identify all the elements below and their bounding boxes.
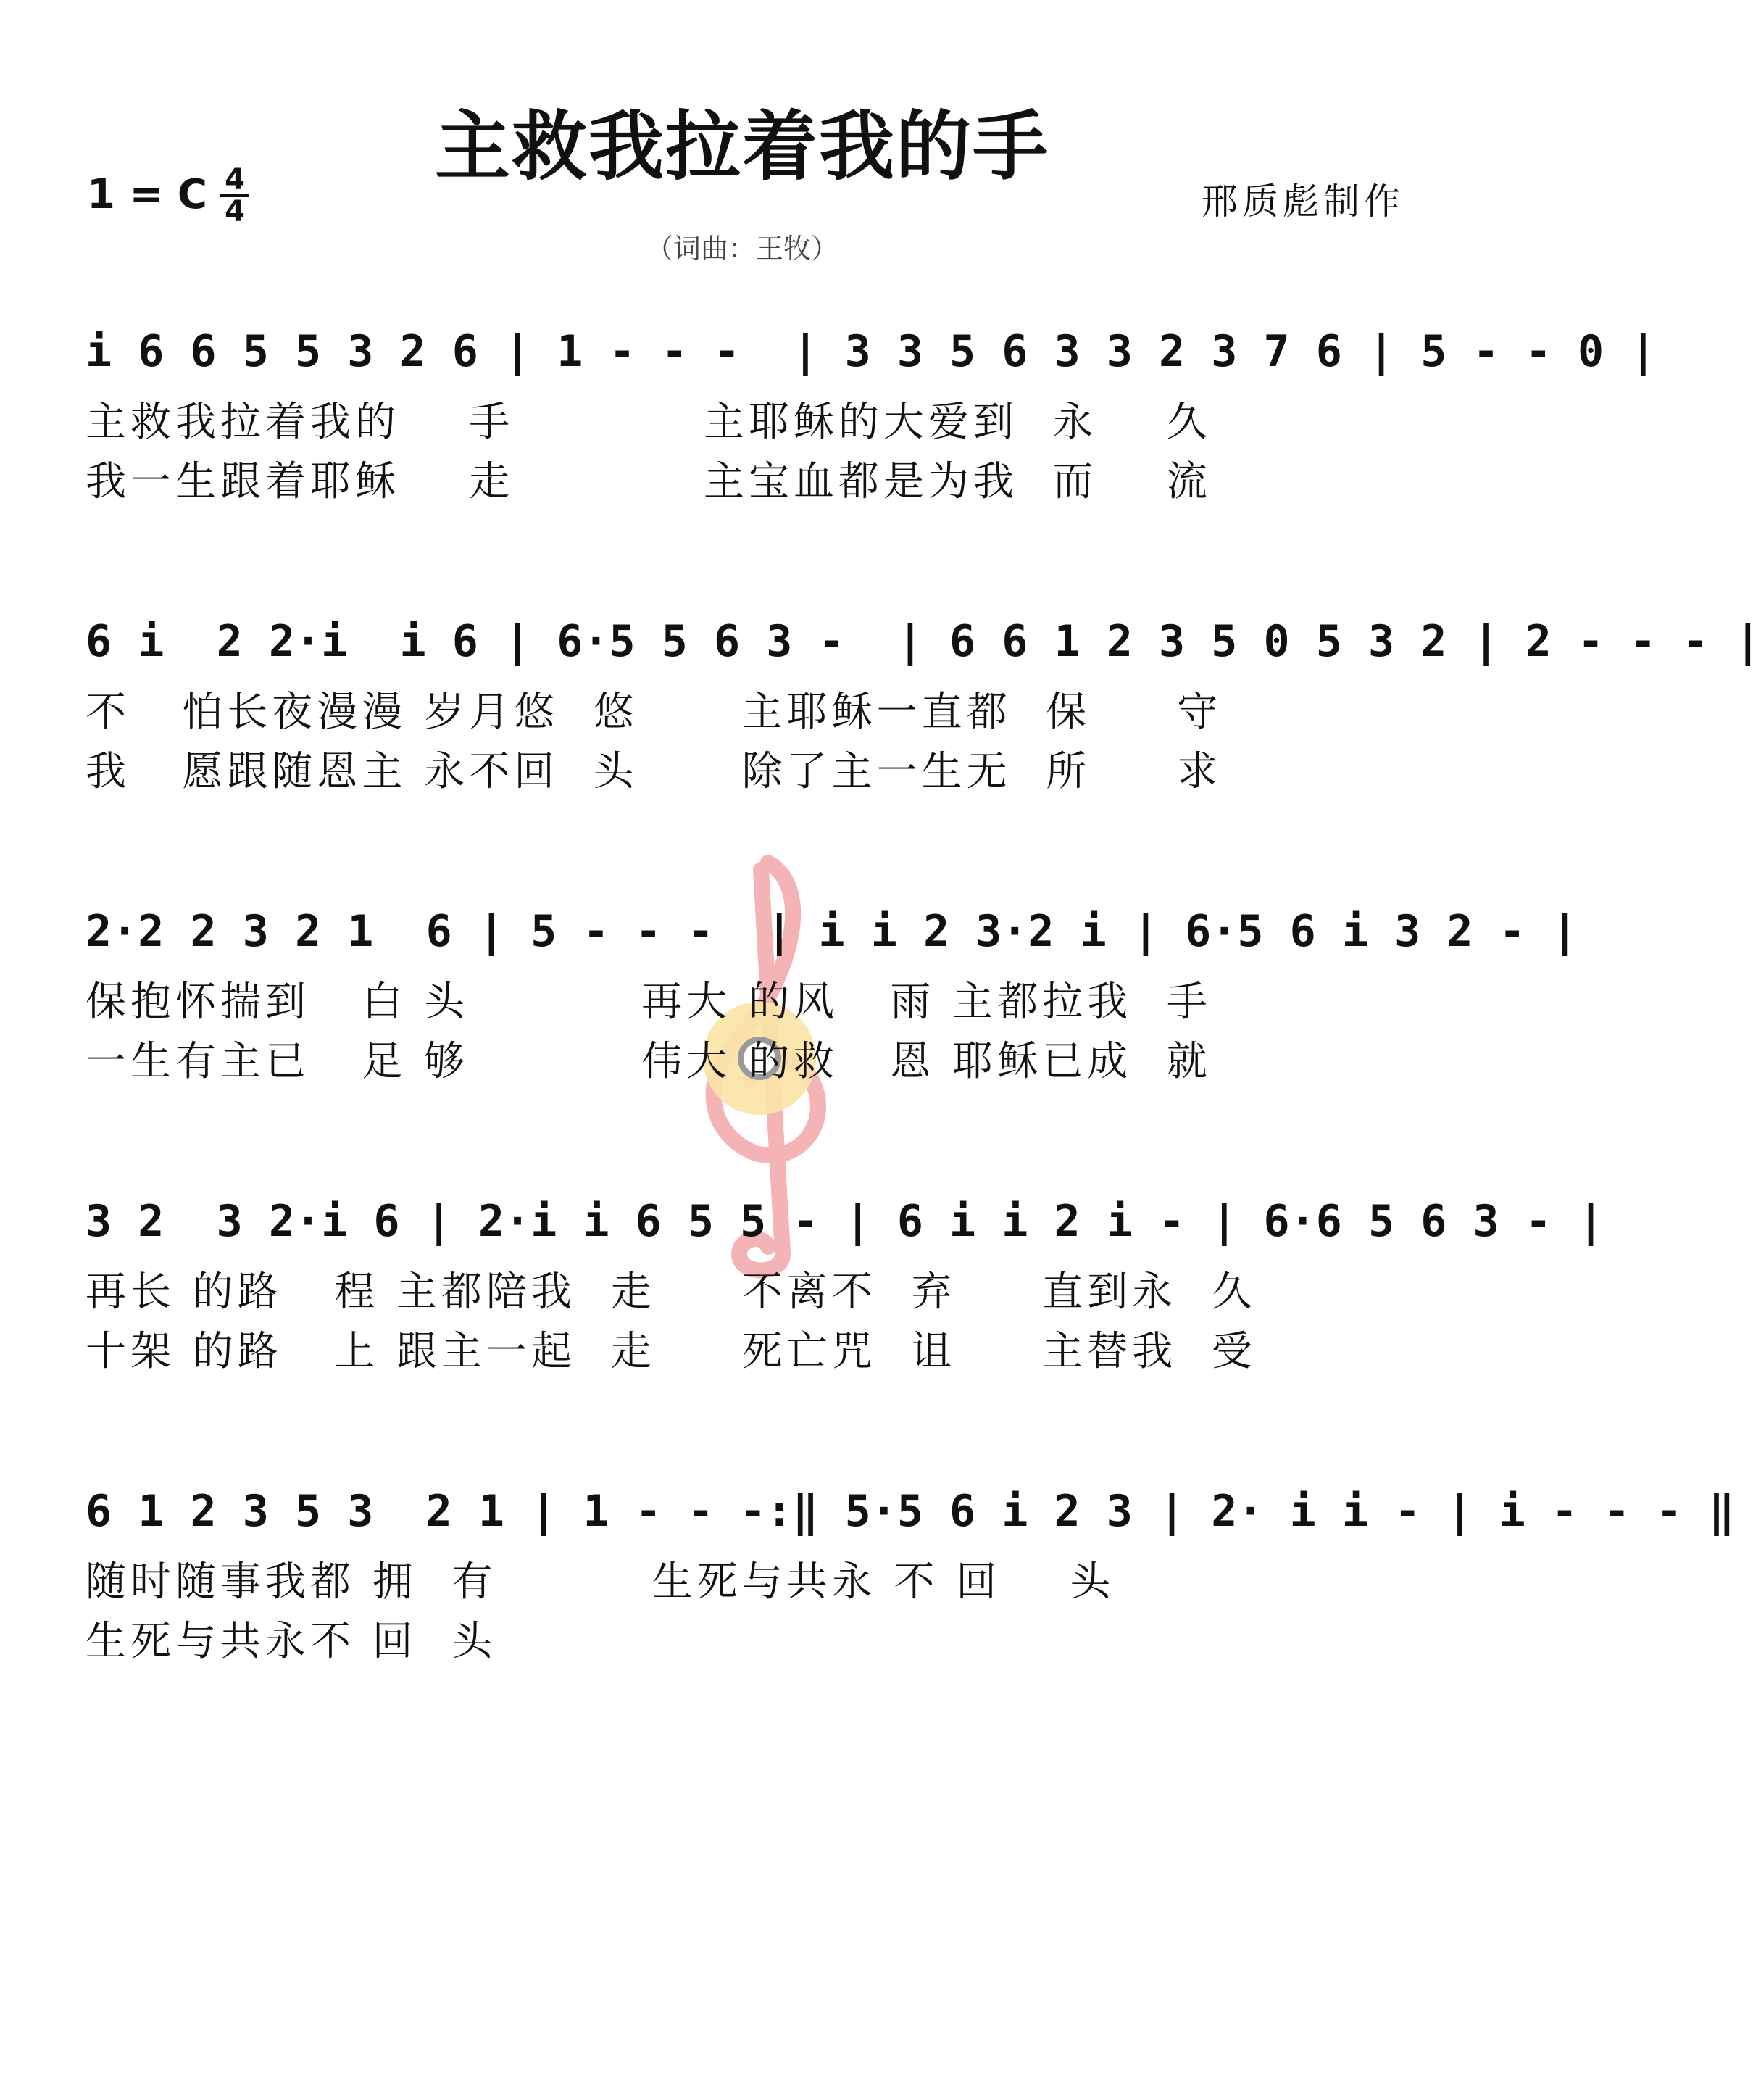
time-signature — [219, 165, 251, 226]
notation-line: 3 2 3 2·i 6 | 2·i i 6 5 5 - | 6 i i 2 i - | 6·6 5 6 3 - | — [86, 1196, 1604, 1247]
notation-line: 2·2 2 3 2 1 6 | 5 - - - | i i 2 3·2 i | 6·5 6 i 3 2 - | — [86, 906, 1578, 957]
lyric-verse-1: 保抱怀揣到 白 头 再大 的风 雨 主都拉我 手 — [86, 979, 1212, 1026]
lyric-verse-1: 随时随事我都 拥 有 生死与共永 不 回 头 — [86, 1559, 1115, 1606]
arranger-credit: 邢质彪制作 — [1202, 180, 1404, 223]
notation-line: i 6 6 5 5 3 2 6 | 1 - - - | 3 3 5 6 3 3 2 3 7 6 | 5 - - 0 | — [86, 326, 1657, 377]
lyric-verse-2: 十架 的路 上 跟主一起 走 死亡咒 诅 主替我 受 — [86, 1328, 1257, 1375]
song-title: 主救我拉着我的手 — [434, 101, 1049, 191]
lyrics-composer-credit: （词曲：王牧） — [645, 233, 838, 265]
key-signature: 1 = C — [87, 171, 207, 218]
time-signature-top: 4 — [225, 163, 245, 196]
lyric-verse-1: 不 怕长夜漫漫 岁月悠 悠 主耶稣一直都 保 守 — [86, 689, 1223, 736]
time-signature-bottom: 4 — [225, 195, 245, 228]
notation-line: 6 1 2 3 5 3 2 1 | 1 - - -:‖ 5·5 6 i 2 3 | 2· i i - | i - - - ‖ — [86, 1486, 1735, 1537]
lyric-verse-2: 生死与共永不 回 头 — [86, 1618, 497, 1665]
lyric-verse-2: 我 愿跟随恩主 永不回 头 除了主一生无 所 求 — [86, 748, 1223, 795]
lyric-verse-2: 一生有主已 足 够 伟大 的救 恩 耶稣已成 就 — [86, 1038, 1212, 1085]
lyric-verse-2: 我一生跟着耶稣 走 主宝血都是为我 而 流 — [86, 458, 1212, 505]
notation-line: 6 i 2 2·i i 6 | 6·5 5 6 3 - | 6 6 1 2 3 5 0 5 3 2 | 2 - - - | — [86, 616, 1761, 667]
lyric-verse-1: 再长 的路 程 主都陪我 走 不离不 弃 直到永 久 — [86, 1269, 1257, 1316]
lyric-verse-1: 主救我拉着我的 手 主耶稣的大爱到 永 久 — [86, 399, 1212, 446]
